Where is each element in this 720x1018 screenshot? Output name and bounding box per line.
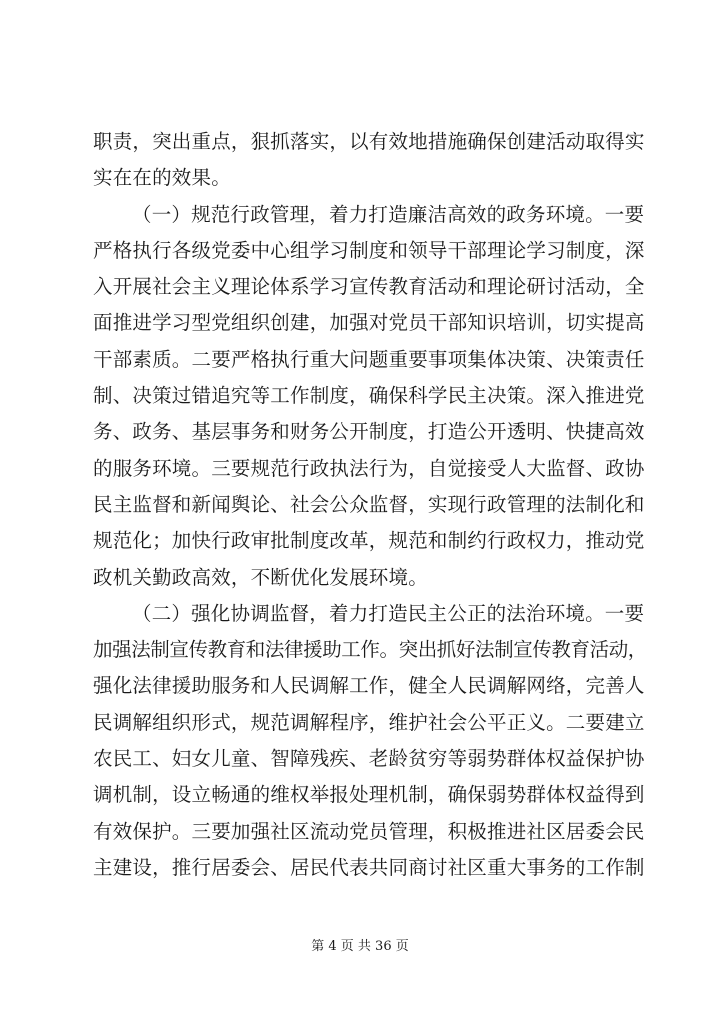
text-line: 实在在的效果。 [93, 166, 231, 190]
text-line: （一）规范行政管理，着力打造廉洁高效的政务环境。一要 [132, 202, 645, 226]
text-line: 入开展社会主义理论体系学习宣传教育活动和理论研讨活动，全 [93, 275, 645, 299]
text-line: 政机关勤政高效，不断优化发展环境。 [93, 565, 428, 589]
text-line: 调机制，设立畅通的维权举报处理机制，确保弱势群体权益得到 [93, 783, 645, 807]
text-line: 的服务环境。三要规范行政执法行为，自觉接受人大监督、政协 [93, 456, 645, 480]
text-line: 务、政务、基层事务和财务公开制度，打造公开透明、快捷高效 [93, 420, 645, 444]
text-line: 规范化；加快行政审批制度改革，规范和制约行政权力，推动党 [93, 529, 645, 553]
text-line: 农民工、妇女儿童、智障残疾、老龄贫穷等弱势群体权益保护协 [93, 747, 645, 771]
body-text [93, 124, 653, 886]
text-line: （二）强化协调监督，着力打造民主公正的法治环境。一要 [132, 601, 645, 625]
text-line: 干部素质。二要严格执行重大问题重要事项集体决策、决策责任 [93, 347, 645, 371]
text-line: 有效保护。三要加强社区流动党员管理，积极推进社区居委会民 [93, 819, 645, 843]
text-line: 民调解组织形式，规范调解程序，维护社会公平正义。二要建立 [93, 710, 645, 734]
text-line: 严格执行各级党委中心组学习制度和领导干部理论学习制度，深 [93, 238, 645, 262]
page-number-footer: 第 4 页 共 36 页 [311, 939, 409, 954]
text-line: 强化法律援助服务和人民调解工作，健全人民调解网络，完善人 [93, 674, 645, 698]
text-line: 加强法制宣传教育和法律援助工作。突出抓好法制宣传教育活动， [93, 638, 647, 662]
text-line: 主建设，推行居委会、居民代表共同商讨社区重大事务的工作制 [93, 855, 645, 879]
text-line: 职责，突出重点，狠抓落实，以有效地措施确保创建活动取得实 [93, 130, 645, 153]
text-line: 面推进学习型党组织创建，加强对党员干部知识培训，切实提高 [93, 311, 645, 335]
text-line: 民主监督和新闻舆论、社会公众监督，实现行政管理的法制化和 [93, 492, 645, 516]
text-line: 制、决策过错追究等工作制度，确保科学民主决策。深入推进党 [93, 384, 645, 408]
